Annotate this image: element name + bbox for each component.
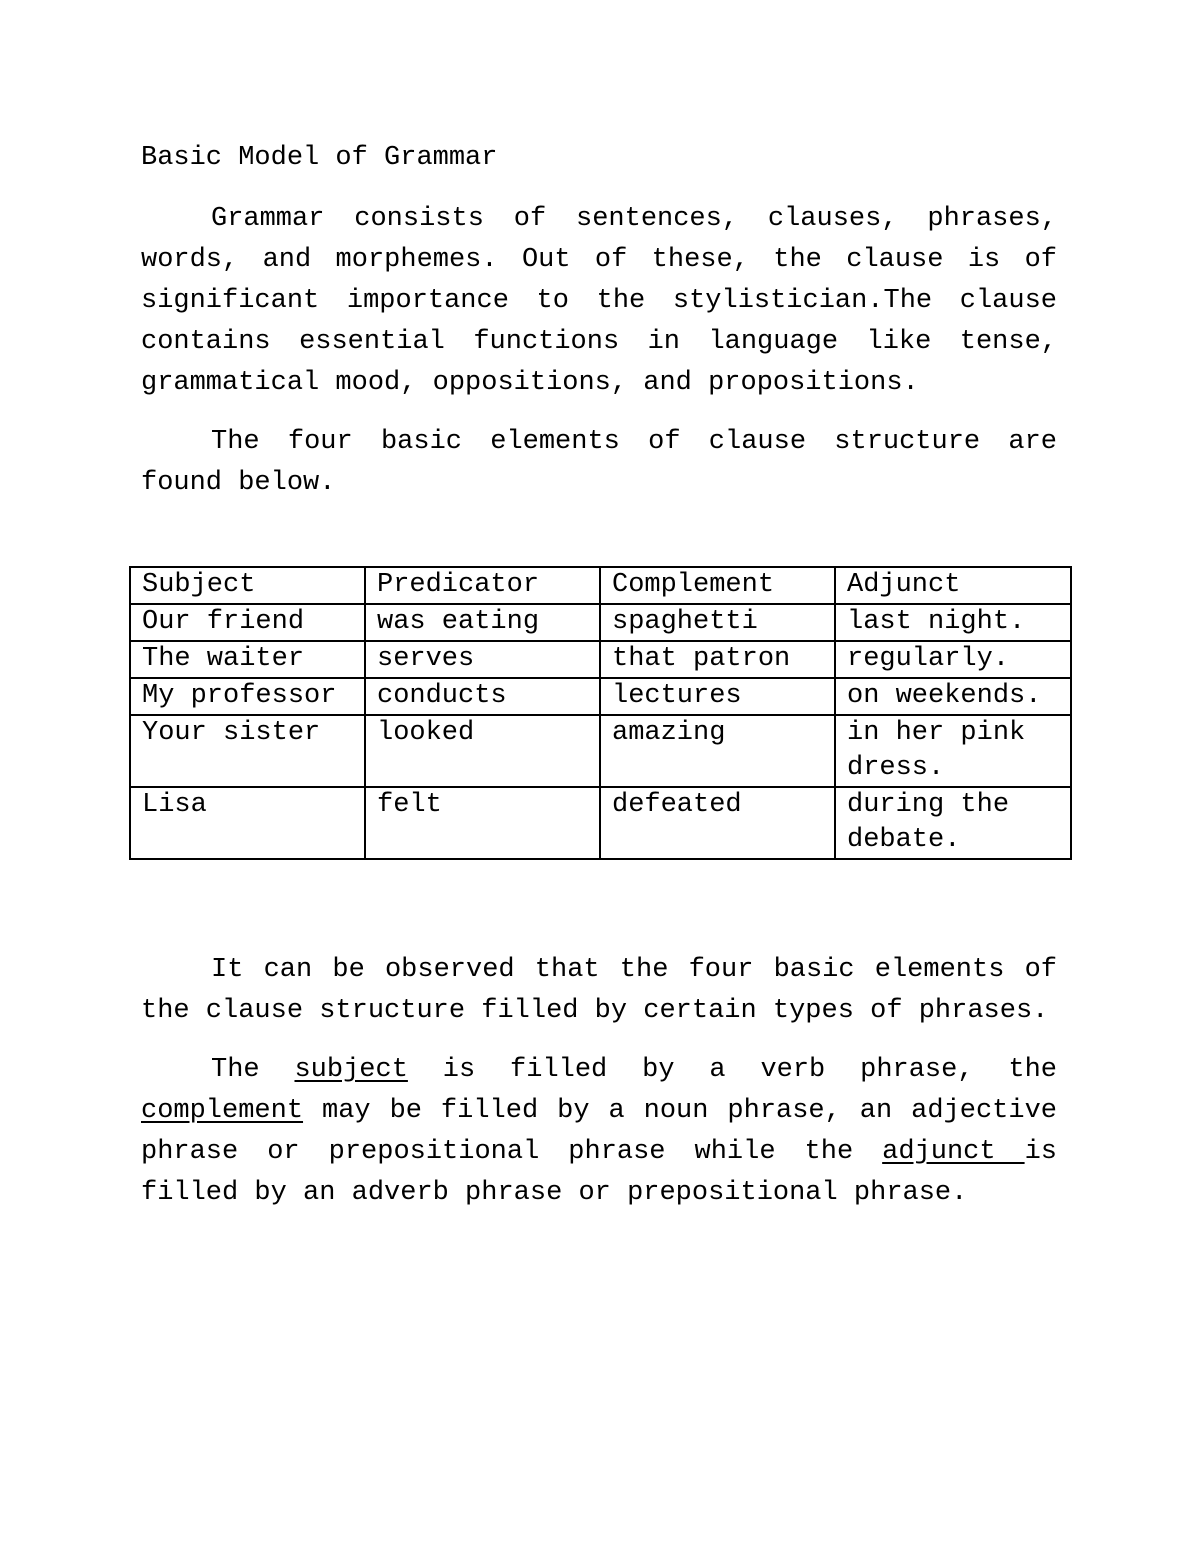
header-adjunct: Adjunct bbox=[835, 567, 1071, 604]
table-cell: that patron bbox=[600, 641, 835, 678]
table-cell: Our friend bbox=[130, 604, 365, 641]
table-row bbox=[130, 678, 1071, 715]
table-row bbox=[130, 641, 1071, 678]
table-cell: looked bbox=[365, 715, 600, 787]
table-cell: on weekends. bbox=[835, 678, 1071, 715]
header-complement: Complement bbox=[600, 567, 835, 604]
table-cell: regularly. bbox=[835, 641, 1071, 678]
underlined-term-complement: complement bbox=[141, 1096, 304, 1126]
table-cell: Lisa bbox=[130, 787, 365, 859]
table-cell: during the debate. bbox=[835, 787, 1071, 859]
table-cell: defeated bbox=[600, 787, 835, 859]
table-cell: last night. bbox=[835, 604, 1071, 641]
table-cell: My professor bbox=[130, 678, 365, 715]
table-row bbox=[130, 604, 1071, 641]
header-predicator: Predicator bbox=[365, 567, 600, 604]
table-row bbox=[130, 787, 1071, 859]
table-header-row bbox=[130, 567, 1071, 604]
text-run: The bbox=[211, 1055, 295, 1085]
underlined-term-adjunct: adjunct bbox=[882, 1137, 1025, 1167]
paragraph-phrase-types bbox=[141, 1050, 1057, 1214]
paragraph-observation: It can be observed that the four basic elements of the clause structure filled by certain types of phrases. bbox=[141, 955, 1057, 1026]
paragraph-table-intro: The four basic elements of clause structure are found below. bbox=[141, 427, 1057, 498]
underlined-term-subject: subject bbox=[294, 1055, 408, 1085]
document-continuation bbox=[141, 950, 1057, 1232]
text-run: is filled by a verb phrase, the bbox=[407, 1055, 1058, 1085]
table-cell: conducts bbox=[365, 678, 600, 715]
table-cell: spaghetti bbox=[600, 604, 835, 641]
table-row bbox=[130, 715, 1071, 787]
document-page bbox=[141, 140, 1057, 522]
paragraph-grammar-intro: Grammar consists of sentences, clauses, phrases, words, and morphemes. Out of these, the clause is of significant importance to the stylistician.The clause contains essential functions in language like tense, grammatical mood, oppositions, and propositions. bbox=[141, 204, 1057, 398]
text-run: is filled by an adverb phrase or prepositional phrase. bbox=[141, 1137, 1057, 1208]
table-cell: in her pink dress. bbox=[835, 715, 1071, 787]
table-cell: Your sister bbox=[130, 715, 365, 787]
text-run: may be filled by a noun phrase, an adjective phrase or prepositional phrase while the bbox=[141, 1096, 1057, 1167]
table-cell: was eating bbox=[365, 604, 600, 641]
clause-structure-table bbox=[129, 566, 1072, 860]
table-cell: amazing bbox=[600, 715, 835, 787]
table-cell: serves bbox=[365, 641, 600, 678]
header-subject: Subject bbox=[130, 567, 365, 604]
table-cell: The waiter bbox=[130, 641, 365, 678]
table-cell: felt bbox=[365, 787, 600, 859]
document-title: Basic Model of Grammar bbox=[141, 143, 498, 173]
table-cell: lectures bbox=[600, 678, 835, 715]
